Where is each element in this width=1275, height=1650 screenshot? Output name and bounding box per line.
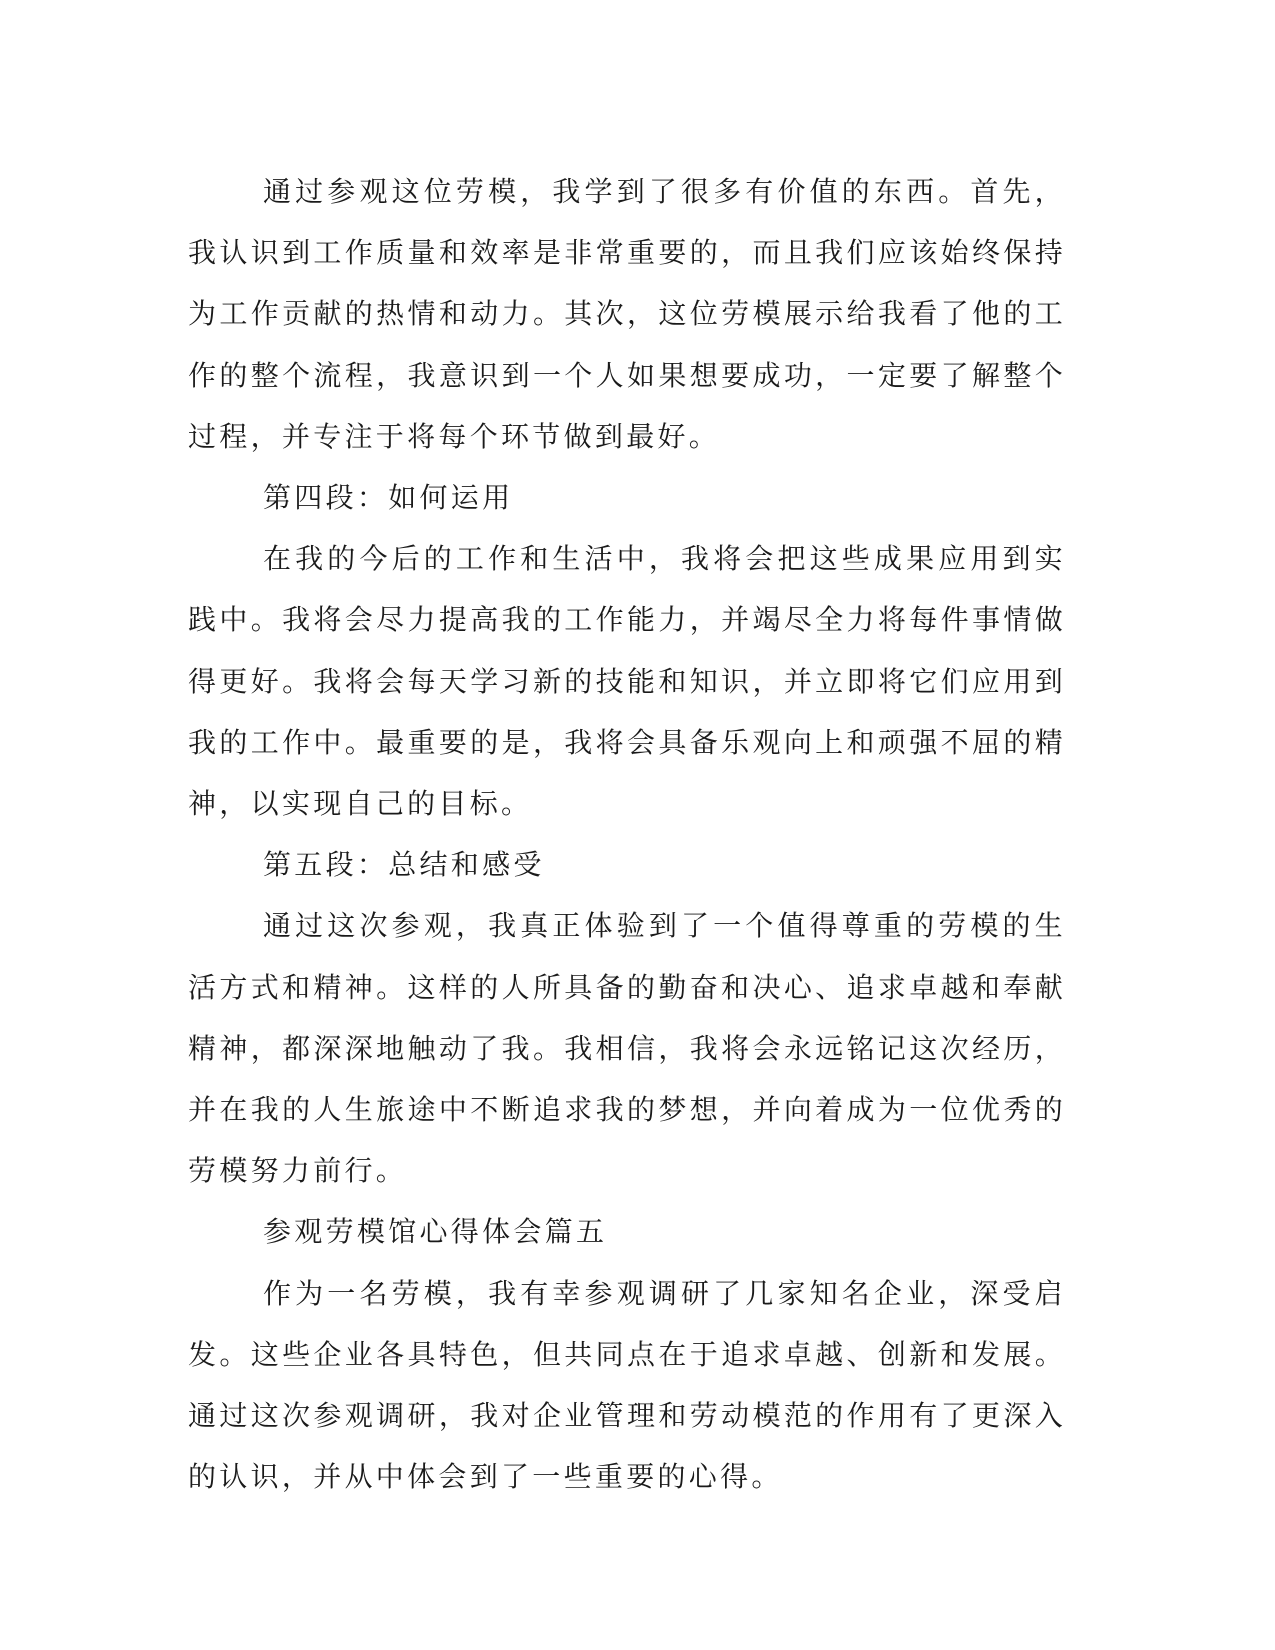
paragraph-4: 作为一名劳模，我有幸参观调研了几家知名企业，深受启发。这些企业各具特色，但共同点在于追求卓越、创新和发展。通过这次参观调研，我对企业管理和劳动模范的作用有了更深入的认识，并从中体会到了一些重要的心得。: [188, 1276, 1066, 1494]
document-body: [188, 161, 1066, 1507]
paragraph-1: 通过参观这位劳模，我学到了很多有价值的东西。首先，我认识到工作质量和效率是非常重要的，而且我们应该始终保持为工作贡献的热情和动力。其次，这位劳模展示给我看了他的工作的整个流程，我意识到一个人如果想要成功，一定要了解整个过程，并专注于将每个环节做到最好。: [188, 175, 1066, 453]
article-title: 参观劳模馆心得体会篇五: [263, 1215, 608, 1249]
section-heading-5: 第五段：总结和感受: [263, 848, 545, 882]
paragraph-3: 通过这次参观，我真正体验到了一个值得尊重的劳模的生活方式和精神。这样的人所具备的勤奋和决心、追求卓越和奉献精神，都深深地触动了我。我相信，我将会永远铭记这次经历，并在我的人生旅途中不断追求我的梦想，并向着成为一位优秀的劳模努力前行。: [188, 909, 1066, 1188]
paragraph-2: 在我的今后的工作和生活中，我将会把这些成果应用到实践中。我将会尽力提高我的工作能力，并竭尽全力将每件事情做得更好。我将会每天学习新的技能和知识，并立即将它们应用到我的工作中。最重要的是，我将会具备乐观向上和顽强不屈的精神，以实现自己的目标。: [188, 542, 1066, 821]
section-heading-4: 第四段：如何运用: [263, 481, 514, 515]
